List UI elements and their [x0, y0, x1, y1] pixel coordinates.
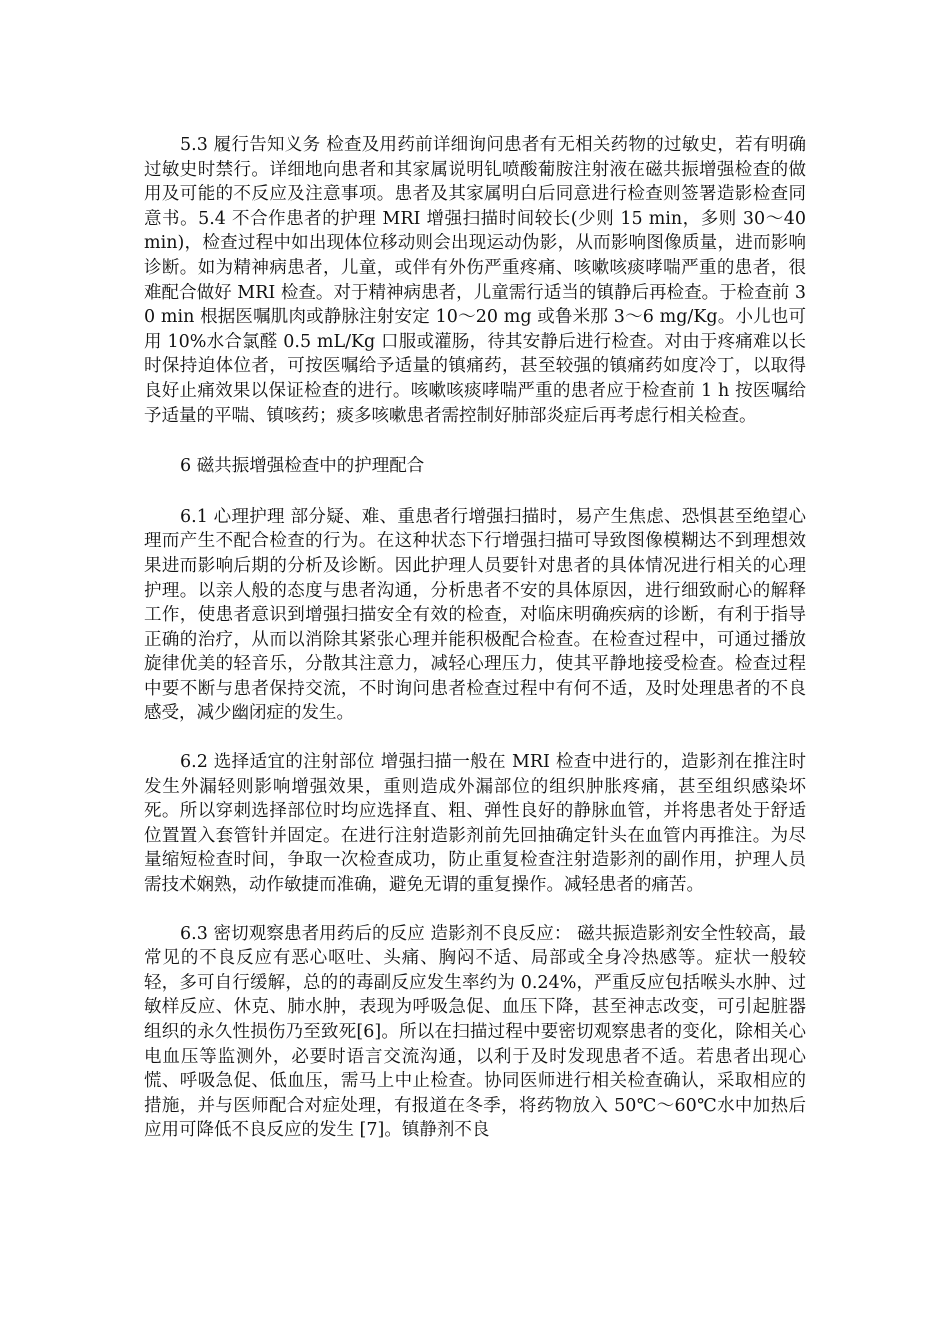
document-page	[144, 133, 806, 1143]
section-heading-6: 6 磁共振增强检查中的护理配合	[180, 456, 425, 477]
paragraph-6-1: 6.1 心理护理 部分疑、难、重患者行增强扫描时，易产生焦虑、恐惧甚至绝望心理而产生不配合检查的行为。在这种状态下行增强扫描可导致图像模糊达不到理想效果进而影响后期的分析及诊断。因此护理人员要针对患者的具体情况进行相关的心理护理。以亲人般的态度与患者沟通，分析患者不安的具体原因，进行细致耐心的解释工作，使患者意识到增强扫描安全有效的检查，对临床明确疾病的诊断，有利于指导正确的治疗，从而以消除其紧张心理并能积极配合检查。在检查过程中，可通过播放旋律优美的轻音乐，分散其注意力，减轻心理压力，使其平静地接受检查。检查过程中要不断与患者保持交流，不时询问患者检查过程中有何不适，及时处理患者的不良感受，减少幽闭症的发生。	[144, 506, 806, 724]
paragraph-spacer	[144, 898, 806, 922]
paragraph-6-2: 6.2 选择适宜的注射部位 增强扫描一般在 MRI 检查中进行的，造影剂在推注时发生外漏轻则影响增强效果，重则造成外漏部位的组织肿胀疼痛，甚至组织感染坏死。所以穿刺选择部位时均应选择直、粗、弹性良好的静脉血管，并将患者处于舒适位置置入套管针并固定。在进行注射造影剂前先回抽确定针头在血管内再推注。为尽量缩短检查时间，争取一次检查成功，防止重复检查注射造影剂的副作用，护理人员需技术娴熟，动作敏捷而准确，避免无谓的重复操作。减轻患者的痛苦。	[144, 752, 806, 896]
paragraph-spacer	[144, 479, 806, 505]
paragraph-6-3: 6.3 密切观察患者用药后的反应 造影剂不良反应： 磁共振造影剂安全性较高，最常见的不良反应有恶心呕吐、头痛、胸闷不适、局部或全身冷热感等。症状一般较轻，多可自行缓解，总的的毒副反应发生率约为 0.24%，严重反应包括喉头水肿、过敏样反应、休克、肺水肿，表现为呼吸急促、血压下降，甚至神志改变，可引起脏器组织的永久性损伤乃至致死[6]。所以在扫描过程中要密切观察患者的变化，除相关心电血压等监测外，必要时语言交流沟通，以利于及时发现患者不适。若患者出现心慌、呼吸急促、低血压，需马上中止检查。协同医师进行相关检查确认，采取相应的措施，并与医师配合对症处理，有报道在冬季，将药物放入 50℃～60℃水中加热后应用可降低不良反应的发生 [7]。镇静剂不良	[144, 923, 806, 1141]
paragraph-5-3: 5.3 履行告知义务 检查及用药前详细询问患者有无相关药物的过敏史，若有明确过敏史时禁行。详细地向患者和其家属说明钆喷酸葡胺注射液在磁共振增强检查的做用及可能的不反应及注意事项。患者及其家属明白后同意进行检查则签署造影检查同意书。5.4 不合作患者的护理 MRI 增强扫描时间较长(少则 15 min，多则 30～40 min)，检查过程中如出现体位移动则会出现运动伪影，从而影响图像质量，进而影响诊断。如为精神病患者，儿童，或伴有外伤严重疼痛、咳嗽咳痰哮喘严重的患者，很难配合做好 MRI 检查。对于精神病患者，儿童需行适当的镇静后再检查。于检查前 30 min 根据医嘱肌肉或静脉注射安定 10～20 mg 或鲁米那 3～6 mg/Kg。小儿也可用 10%水合氯醛 0.5 mL/Kg 口服或灌肠，待其安静后进行检查。对由于疼痛难以长时保持迫体位者，可按医嘱给予适量的镇痛药，甚至较强的镇痛药如度冷丁，以取得良好止痛效果以保证检查的进行。咳嗽咳痰哮喘严重的患者应于检查前 1 h 按医嘱给予适量的平喘、镇咳药；痰多咳嗽患者需控制好肺部炎症后再考虑行相关检查。	[144, 135, 806, 426]
paragraph-spacer	[144, 428, 806, 454]
paragraph-spacer	[144, 726, 806, 750]
